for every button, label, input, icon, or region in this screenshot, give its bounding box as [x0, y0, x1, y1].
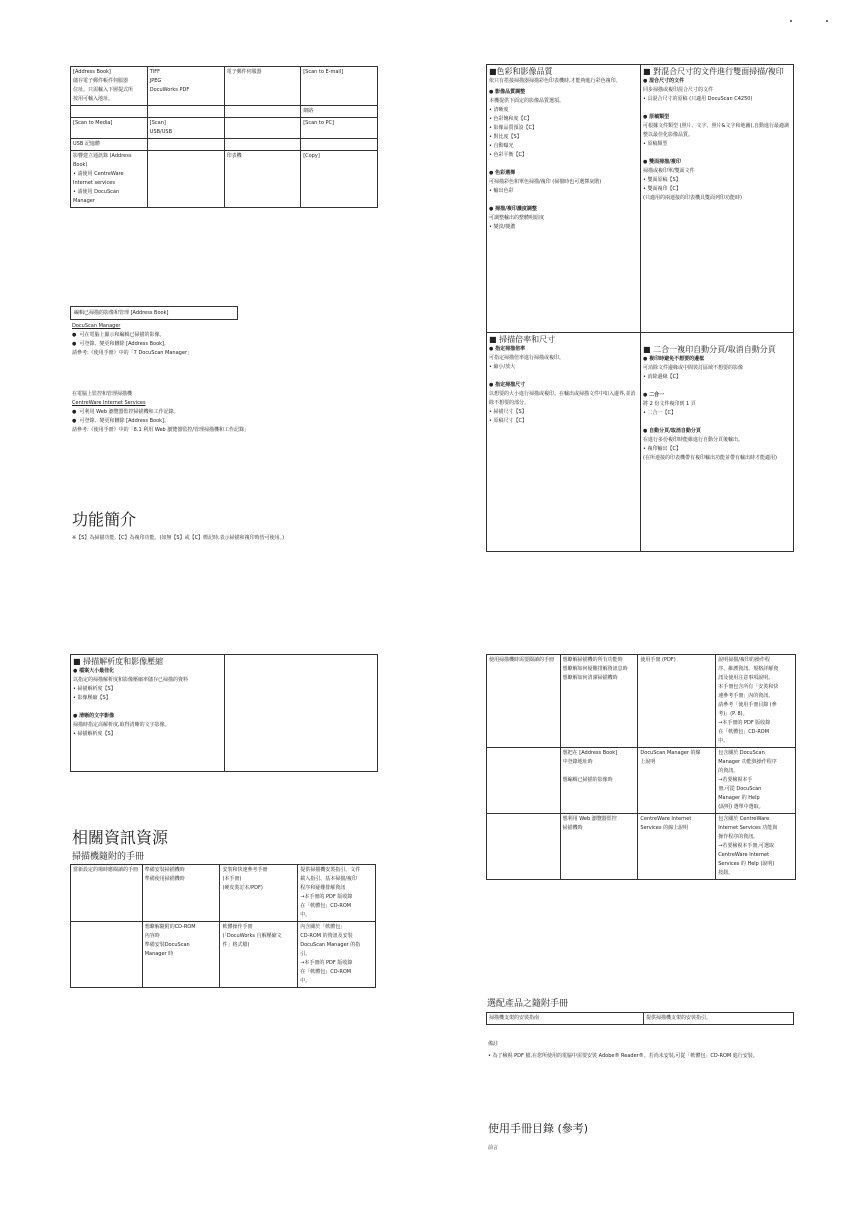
table-cell: 包含關於 DocuScan Manager 功能與操作程序 的資訊。 →若要檢視本手 冊,可從 DocuScan Manager 的 Help (說明) 選單中選取。 [716, 748, 796, 814]
table-cell: TIFF JPEG DocuWorks PDF [147, 67, 224, 106]
centreware-bullet-1-text: 可利用 Web 瀏覽器監控掃描機和工作記錄。 [79, 409, 179, 415]
clear-text-desc: 掃描時指定高解析度,取得清晰的文字影像。 [73, 722, 170, 728]
clear-text-item: • 掃描解析度【S】 [73, 731, 116, 737]
optional-manuals-title: 選配產品之隨附手冊 [487, 999, 569, 1009]
table-cell: 影響建立通訊錄 (Address Book) • 請使用 CentreWare Internet services • 請使用 DocuScan Manager [71, 151, 148, 208]
centreware-section [72, 390, 392, 435]
item-contrast: • 對比度【S】 [489, 134, 522, 140]
filesize-desc: 以指定的掃描解析度和影像壓縮率儲存已掃描的資料 [73, 677, 189, 683]
color-select-item: • 輸出色彩 [489, 188, 514, 194]
resolution-section [73, 656, 223, 739]
opt-manual-desc: 提供掃描機支架的安裝指引。 [644, 1013, 794, 1025]
collate-desc: 在進行多份複印時能維進行自動分頁後輸出。 [643, 437, 744, 443]
table-cell [224, 106, 301, 118]
two-up-title: ■ 二合一複印自動分頁/取消自動分頁 [643, 345, 776, 354]
table-cell: CentreWare Internet Services 的線上說明 [638, 814, 716, 880]
table-cell: USB 記憶體 [71, 139, 148, 151]
density-heading: ● 掃描/複印濃度調整 [489, 206, 537, 212]
duplex-item-1: • 雙面原稿【S】 [643, 177, 681, 183]
table-cell [301, 139, 378, 151]
centreware-intro: 在電腦上監控和管理掃描機 [72, 391, 133, 397]
item-preset: • 影像品質預設【C】 [489, 125, 538, 131]
table-cell: DocuScan Manager 的線 上說明 [638, 748, 716, 814]
docuscan-ref: 請參考:《使用手冊》中的「7 DocuScan Manager」 [72, 350, 192, 356]
ratio-heading: ● 指定掃描倍率 [489, 346, 526, 352]
table-cell: 使用手冊 (PDF) [638, 655, 716, 748]
docuscan-bullet-1-text: 可在電腦上顯示和編輯已掃描的影像。 [79, 332, 165, 338]
color-select-heading: ● 色彩選擇 [489, 170, 516, 176]
image-quality-desc: 本機提供下面定的影像品質選項。 [489, 98, 565, 104]
table-cell [71, 922, 143, 988]
manuals-subtitle: 掃描機隨附的手冊 [72, 852, 145, 862]
table-cell: [Scan to E-mail] [301, 67, 378, 106]
address-book-box-title: 編輯已掃描的影像和管理 [Address Book] [74, 310, 169, 316]
duplex-desc: 掃描或複印單/雙面文件 [643, 168, 695, 174]
magnification-section [489, 334, 639, 426]
scan-size-desc: 以想要的大小進行掃描或複印。在輸出或掃描文件中如入邊界,並消除不想要的部分。 [489, 391, 636, 406]
table-cell: [Copy] [301, 151, 378, 208]
item-sharpness: • 清晰度 [489, 107, 509, 113]
filesize-heading: ● 檔案大小最佳化 [73, 668, 115, 674]
table-cell: 電子郵件伺服器 [224, 67, 301, 106]
table-row [71, 118, 378, 139]
density-desc: 可調整輸出的整體明暗度 [489, 215, 545, 221]
table-cell: 想利用 Web 瀏覽器監控 掃描機時 [560, 814, 638, 880]
image-quality-heading: ● 影像品質調整 [489, 89, 526, 95]
edge-desc: 可消除文件邊緣或中間裝訂區域不想要的影像 [643, 365, 744, 371]
centreware-ref: 請參考:《使用手冊》中的「8.1 利用 Web 瀏覽器監控/管理掃描機和工作記錄」 [72, 427, 249, 433]
docuscan-bullet-1: ● 可在電腦上顯示和編輯已掃描的影像。 [72, 332, 165, 338]
centreware-bullet-2: ● 可登錄、變更和刪除 [Address Book]。 [72, 418, 169, 424]
table-cell: 說明掃描/複印的操作程 序、維護資訊、規格詳解資 訊及使用注意事項說明。 本手冊包含所有「安裝和快 速參考手冊」內的資訊。 請參考「使用手冊目錄 (參 考)」(P. 8)。 →本手冊的 PDF 版收錄 在「軟體包」CD-ROM 中。 [716, 655, 796, 748]
item-color-balance: • 色彩平衡【C】 [489, 152, 528, 158]
mixed-size-item: • 具混合尺寸的原稿 (只適用 DocuScan C4250) [643, 96, 753, 102]
table-cell: 當新設定的場時應閱讀的手冊 [71, 865, 143, 922]
note-text: • 為了檢視 PDF 檔,在您所使用的電腦中需要安裝 Adobe® Reader®。若尚未安裝,可從「軟體包」CD-ROM 進行安裝。 [488, 1053, 758, 1059]
address-book-box [70, 306, 238, 320]
docuscan-bullet-2-text: 可登錄、變更和刪除 [Address Book]。 [79, 341, 169, 347]
table-cell: 內含關於「軟體包」 CD-ROM 的資訊及安裝 DocuScan Manager 的指 引。 →本手冊的 PDF 版收錄 在「軟體包」CD-ROM 中。 [298, 922, 376, 988]
docuscan-bullet-2: ● 可登錄、變更和刪除 [Address Book]。 [72, 341, 169, 347]
scan-speck [826, 20, 828, 22]
table-cell: 印表機 [224, 151, 301, 208]
ratio-item: • 縮小/放大 [489, 364, 516, 370]
doc-type-desc: 可根據文件類型 (照片、文字、照片&文字和地圖),自動進行最適調整以最佳化影像品質。 [643, 123, 789, 138]
opt-manual-name: 掃描機支架的安裝指南 [487, 1013, 644, 1025]
color-quality-intro: 依只有搭接掃描器掃描彩色印表機時,才能夠進行彩色複印。 [489, 78, 621, 84]
two-in-one-item: • 二合一【C】 [643, 410, 677, 416]
table-cell: [Scan to PC] [301, 118, 378, 139]
scan-size-item-1: • 掃描尺寸【S】 [489, 409, 527, 415]
table-cell [147, 106, 224, 118]
table-cell [224, 118, 301, 139]
table-cell: 想瞭解隨附的CD-ROM 內容時 準備安裝DocuScan Manager 時 [142, 922, 220, 988]
table-cell [71, 106, 148, 118]
color-select-desc: 可掃描彩色和單色掃描/複印 (掃描時也可選擇灰階) [489, 179, 602, 185]
toc-title: 使用手冊目錄 (參考) [488, 1122, 589, 1135]
mixed-size-section [643, 66, 791, 203]
table-cell: 準備安裝掃描機時 準備使用掃描機時 [142, 865, 220, 922]
table-cell: [Scan] USB/USB [147, 118, 224, 139]
table-cell: 想瞭解掃描機的所有功能時 想瞭解如何疑難排解資訊息時 想瞭解如何清潔掃描機時 [560, 655, 638, 748]
table-cell: 軟體操作手冊 (「DocuWorks 自解壓縮文 件」格式檔) [220, 922, 298, 988]
scan-size-item-2: • 原稿尺寸【C】 [489, 418, 528, 424]
note-heading: 備註 [488, 1041, 499, 1047]
magnification-title: ■ 掃描倍率和尺寸 [489, 335, 556, 344]
table-cell: [Scan to Media] [71, 118, 148, 139]
table-cell: [Address Book] 儲存電子郵件帳件伺服器 位址。只需輸入下層提式所 按用可輸入地址。 [71, 67, 148, 106]
doc-type-heading: ● 原稿類型 [643, 114, 670, 120]
table-cell: 使用掃描機時需要閱讀的手冊 [487, 655, 561, 748]
edge-item: • 消除邊緣【C】 [643, 374, 682, 380]
table-row [71, 151, 378, 208]
doc-type-item: • 原稿類型 [643, 141, 668, 147]
table-row [487, 748, 796, 814]
collate-item: • 複印輸出【C】 [643, 446, 682, 452]
bundled-manuals-table [70, 864, 376, 988]
table-row [71, 922, 376, 988]
table-row [71, 106, 378, 118]
scan-speck [790, 20, 792, 22]
table-row [71, 67, 378, 106]
centreware-bullet-2-text: 可登錄、變更和刪除 [Address Book]。 [79, 418, 169, 424]
duplex-heading: ● 雙面掃描/複印 [643, 159, 681, 165]
operation-manuals-table [486, 654, 796, 880]
scan-size-heading: ● 指定掃描尺寸 [489, 382, 526, 388]
table-cell [487, 814, 561, 880]
collate-heading: ● 自動分頁/取消自動分頁 [643, 428, 701, 434]
resolution-title: ■ 掃描解析度和影像壓縮 [73, 657, 164, 666]
table-cell: 安裝和快速參考手冊 (本手冊) (硬皮裝訂本/PDF) [220, 865, 298, 922]
table-cell [487, 748, 561, 814]
collate-note: (在所連接的印表機帶有複印輸出功能並帶有輸出時才能適用) [643, 455, 777, 461]
toc-sub: 前言 [488, 1145, 499, 1151]
table-cell [147, 151, 224, 208]
table-cell: 提供掃描機安裝指引、文件 載入指引、基本掃描/複印 程序和疑難排解資訊 →本手冊的 PDF 版收錄 在「軟體包」CD-ROM 中。 [298, 865, 376, 922]
table-row [487, 814, 796, 880]
table-cell [147, 139, 224, 151]
two-up-section [643, 344, 791, 463]
density-item: • 變淡/變濃 [489, 224, 516, 230]
duplex-note: (只適用的兩連接的印表機具雙面列印功能時) [643, 195, 742, 201]
item-saturation: • 色彩飽和度【C】 [489, 116, 533, 122]
table-cell [224, 139, 301, 151]
two-in-one-heading: ● 二合一 [643, 392, 665, 398]
duplex-item-2: • 雙面複印【C】 [643, 186, 682, 192]
mixed-size-desc: 同步掃描或複印混合尺寸的文件 [643, 87, 714, 93]
table-cell: 包含關於 CentreWare Internet Services 功能與 操作程序的資訊。 →若要檢視本手冊,可選取 CentreWare Internet Services 的 Help (說明) 按鈕。 [716, 814, 796, 880]
color-quality-section [489, 66, 639, 232]
two-in-one-desc: 將 2 份文件複印到 1 頁 [643, 401, 696, 407]
edge-heading: ● 複印時避免不想要的邊框 [643, 356, 705, 362]
docuscan-section [72, 322, 372, 358]
mixed-size-title: ■ 對混合尺寸的文件進行雙面掃描/複印 [643, 67, 784, 76]
related-resources-title: 相關資訊資源 [72, 828, 169, 847]
centreware-bullet-1: ● 可利用 Web 瀏覽器監控掃描機和工作記錄。 [72, 409, 179, 415]
ratio-desc: 可指定掃描倍率進行掃描或複印。 [489, 355, 565, 361]
table-cell: 網路 [301, 106, 378, 118]
clear-text-heading: ● 清晰的文字影像 [73, 713, 115, 719]
feature-overview-note: ※【S】為掃描功能,【C】為複印功能。(如無【S】或【C】標記時,表示掃描和複印時皆可使用。) [72, 535, 285, 541]
mixed-size-heading: ● 混合尺寸的文件 [643, 78, 685, 84]
table-cell: 想把在 [Address Book] 中登錄地址時 想編輯已掃描的影像時 [560, 748, 638, 814]
item-auto-exposure: • 自動曝光 [489, 143, 514, 149]
centreware-heading: CentreWare Internet Services [72, 400, 146, 406]
table-row [487, 655, 796, 748]
table-row [71, 865, 376, 922]
color-quality-title: ■色彩和影像品質 [489, 67, 553, 76]
docuscan-heading: DocuScan Manager [72, 323, 121, 329]
table-row [71, 139, 378, 151]
optional-manuals-table [486, 1012, 794, 1025]
filesize-item-2: • 影像壓縮【S】 [73, 695, 111, 701]
filesize-item-1: • 掃描解析度【S】 [73, 686, 116, 692]
output-destination-table [70, 66, 378, 208]
feature-overview-title: 功能簡介 [72, 510, 137, 529]
